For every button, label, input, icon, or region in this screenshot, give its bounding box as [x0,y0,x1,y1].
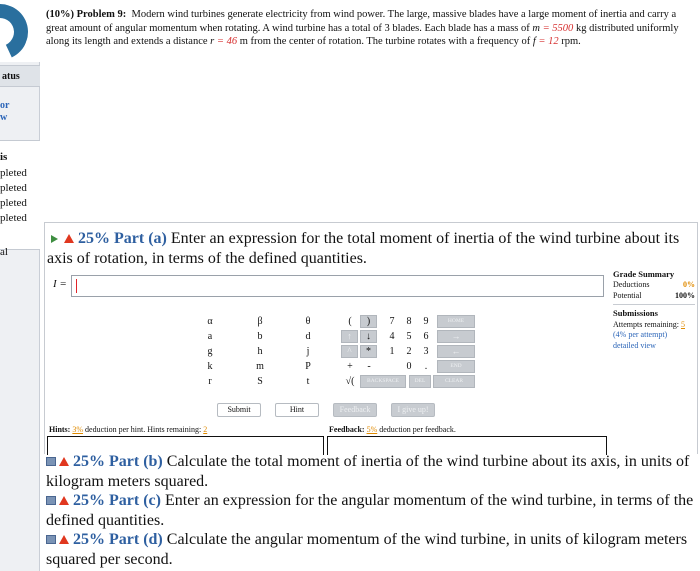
key-open-paren[interactable]: ( [348,316,352,327]
give-up-button[interactable]: I give up! [391,403,435,417]
key-decimal[interactable]: . [424,361,428,372]
part-b-percent: 25% Part (b) [73,453,163,470]
key-caret[interactable]: ^ [341,345,358,358]
feedback-percent: 5% [366,425,378,434]
feedback-bar [327,423,607,437]
per-attempt-note: (4% per attempt) [613,330,668,340]
part-d-percent: 25% Part (d) [73,531,163,549]
feedback-button[interactable]: Feedback [333,403,377,417]
frequency-value: = 12 [538,36,559,48]
part-c[interactable] [46,491,696,530]
part-a-percent: 25% Part (a) [78,230,167,247]
detailed-view-link[interactable]: detailed view [613,341,656,351]
key-a[interactable]: a [207,331,213,342]
key-theta[interactable]: θ [305,316,311,327]
key-beta[interactable]: β [257,316,263,327]
submissions-heading: Submissions [613,308,658,319]
warning-icon [59,535,69,544]
key-k[interactable]: k [207,361,213,372]
sidebar-link[interactable]: or [0,100,10,111]
warning-icon [59,496,69,505]
key-6[interactable]: 6 [423,331,429,342]
mass-symbol: m [532,22,540,34]
part-collapsed-icon[interactable] [46,496,56,505]
key-plus[interactable]: + [347,361,353,372]
key-8[interactable]: 8 [406,316,412,327]
problem-statement [46,8,696,49]
radius-symbol: r [210,36,215,48]
key-P[interactable]: P [305,361,311,372]
part-b[interactable] [46,452,696,491]
part-c-text: Enter an expression for the angular momentum of the wind turbine, in terms of the defined quantities. [46,492,694,529]
warning-icon [59,457,69,466]
sidebar-status-heading: atus [0,65,40,87]
key-clear[interactable]: CLEAR [433,375,475,388]
key-m[interactable]: m [256,361,264,372]
key-left[interactable]: ← [437,345,475,358]
key-minus[interactable]: - [367,361,371,372]
key-3[interactable]: 3 [423,346,429,357]
part-b-text: Calculate the total moment of inertia of the wind turbine about its axis, in units of kilogram meters squared. [46,453,690,490]
submit-button[interactable]: Submit [217,403,261,417]
hints-text: deduction per hint. Hints remaining: [85,425,202,434]
key-h[interactable]: h [257,346,263,357]
key-end[interactable]: END [437,360,475,373]
sidebar-progress-panel [0,140,40,250]
mass-value: = 5500 [542,22,574,34]
grade-summary [613,269,695,352]
potential-label: Potential [613,291,642,301]
key-del[interactable]: DEL [409,375,431,388]
key-g[interactable]: g [207,346,213,357]
key-t[interactable]: t [306,376,310,387]
potential-value: 100% [675,291,695,301]
key-S[interactable]: S [257,376,263,387]
key-r[interactable]: r [208,376,212,387]
sidebar-section-label: is [0,151,8,163]
key-0[interactable]: 0 [406,361,412,372]
problem-text: Modern wind turbines generate electricity from wind power. The large, massive blades have a large moment of inertia and carry a great amount of angular momentum when rotating. A wind turbine has a total of 3 blades. Each blade has a mass of [46,9,677,34]
problem-prefix: (10%) Problem 9: [46,9,127,20]
answer-input[interactable] [71,275,604,297]
part-collapsed-icon[interactable] [46,535,56,544]
key-1[interactable]: 1 [389,346,395,357]
sidebar-link[interactable]: w [0,112,8,123]
key-d[interactable]: d [305,331,311,342]
sidebar-item[interactable]: pleted [0,167,27,179]
sidebar-item[interactable]: pleted [0,182,27,194]
logo [0,0,40,62]
feedback-label: Feedback: [329,425,365,434]
key-multiply[interactable]: * [360,345,377,358]
answer-label: I = [53,278,67,290]
key-4[interactable]: 4 [389,331,395,342]
key-2[interactable]: 2 [406,346,412,357]
problem-text: rpm. [558,36,581,48]
key-9[interactable]: 9 [423,316,429,327]
key-j[interactable]: j [306,346,310,357]
hints-bar [47,423,324,437]
part-a-title [45,223,697,269]
expand-arrow-icon[interactable] [51,235,58,243]
part-c-percent: 25% Part (c) [73,492,161,510]
problem-text: kg distributed uniformly along its length and extends a distance [46,22,679,48]
main-content [42,0,700,571]
part-d[interactable] [46,530,696,569]
hints-label: Hints: [49,425,71,434]
attempts-value: 5 [681,319,685,329]
feedback-text: deduction per feedback. [379,425,456,434]
hints-percent: 3% [72,425,84,434]
key-5[interactable]: 5 [406,331,412,342]
part-d-text: Calculate the angular momentum of the wind turbine, in units of kilogram meters squared per second. [46,531,688,568]
sidebar [0,0,40,571]
key-backspace[interactable]: BACKSPACE [360,375,406,388]
deductions-value: 0% [683,280,695,290]
logo-icon [0,0,36,68]
grade-summary-heading: Grade Summary [613,269,675,279]
part-a-text: Enter an expression for the total moment of inertia of the wind turbine about its axis of rotation, in terms of the defined quantities. [47,230,680,267]
key-sqrt[interactable]: √( [345,376,355,387]
warning-icon [64,234,74,243]
deductions-label: Deductions [613,280,650,290]
key-close-paren[interactable]: ) [360,315,377,328]
sidebar-extra: al [0,246,8,258]
frequency-symbol: f [532,36,536,48]
attempts-label: Attempts remaining: [613,319,679,329]
problem-text: m from the center of rotation. The turbine rotates with a frequency of [237,36,533,48]
key-7[interactable]: 7 [389,316,395,327]
hint-button[interactable]: Hint [275,403,319,417]
keypad [181,315,477,393]
hints-remaining: 2 [203,425,208,434]
key-home[interactable]: HOME [437,315,475,328]
key-down[interactable]: ↓ [360,330,377,343]
radius-value: = 46 [216,36,238,48]
part-a-panel [44,222,698,454]
key-up[interactable]: ↑ [341,330,358,343]
key-alpha[interactable]: α [207,316,213,327]
text-caret [76,279,77,293]
key-right[interactable]: → [437,330,475,343]
sidebar-item[interactable]: pleted [0,212,27,224]
part-collapsed-icon[interactable] [46,457,56,466]
key-b[interactable]: b [257,331,263,342]
sidebar-item[interactable]: pleted [0,197,27,209]
other-parts [46,452,696,569]
